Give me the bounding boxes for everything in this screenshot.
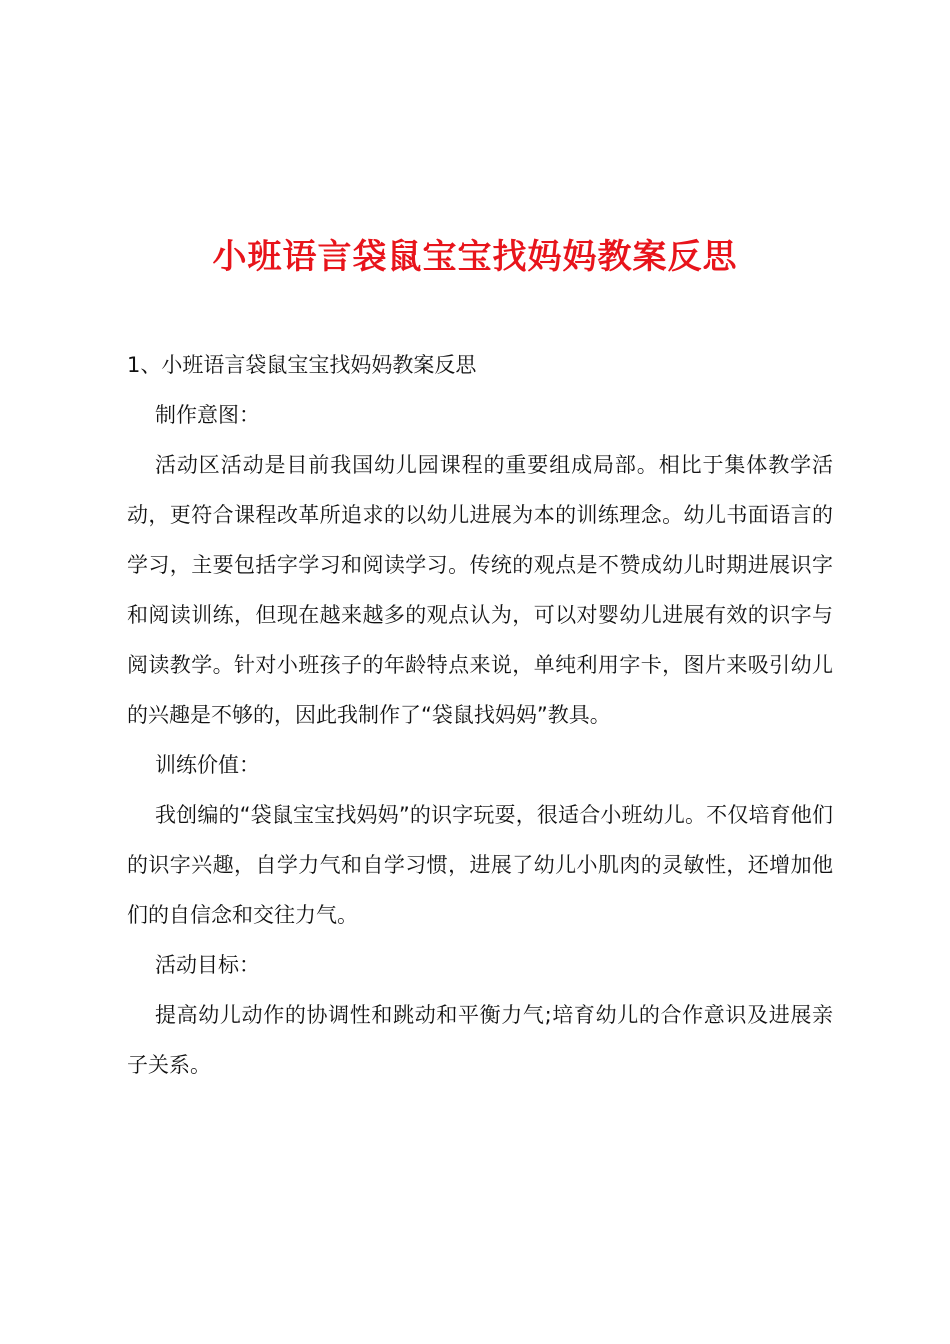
paragraph-value: 我创编的“袋鼠宝宝找妈妈”的识字玩耍，很适合小班幼儿。不仅培育他们的识字兴趣，自学力气和自学习惯，进展了幼儿小肌肉的灵敏性，还增加他们的自信念和交往力气。 — [127, 803, 833, 927]
document-body — [127, 340, 833, 1090]
paragraph-goal: 提高幼儿动作的协调性和跳动和平衡力气;培育幼儿的合作意识及进展亲子关系。 — [127, 1003, 833, 1077]
label-value: 训练价值： — [155, 753, 260, 777]
label-goal: 活动目标： — [155, 953, 260, 977]
paragraph-intent: 活动区活动是目前我国幼儿园课程的重要组成局部。相比于集体教学活动，更符合课程改革所追求的以幼儿进展为本的训练理念。幼儿书面语言的学习，主要包括字学习和阅读学习。传统的观点是不赞成幼儿时期进展识字和阅读训练，但现在越来越多的观点认为，可以对婴幼儿进展有效的识字与阅读教学。针对小班孩子的年龄特点来说，单纯利用字卡，图片来吸引幼儿的兴趣是不够的，因此我制作了“袋鼠找妈妈”教具。 — [127, 453, 833, 727]
document-title: 小班语言袋鼠宝宝找妈妈教案反思 — [212, 236, 738, 277]
label-intent: 制作意图： — [155, 403, 260, 427]
section-heading: 1、小班语言袋鼠宝宝找妈妈教案反思 — [127, 353, 477, 377]
